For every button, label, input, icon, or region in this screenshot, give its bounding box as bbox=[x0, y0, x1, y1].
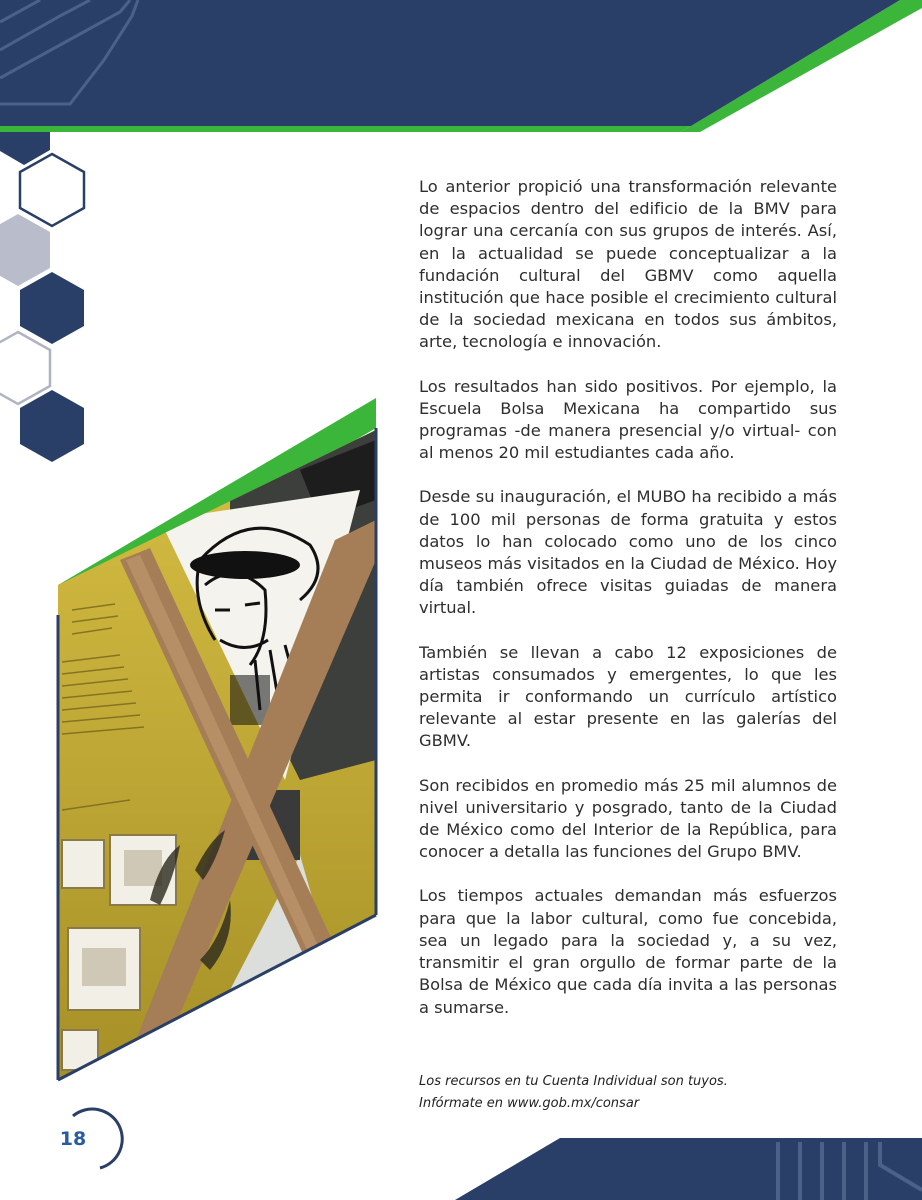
paragraph-2: Los resultados han sido positivos. Por ejemplo, la Escuela Bolsa Mexicana ha compartido sus programas -de manera presencial y/o virtual- con al menos 20 mil estudiantes cada año. bbox=[419, 376, 837, 463]
hexagon-column bbox=[0, 132, 84, 462]
footer-note bbox=[419, 1071, 839, 1115]
paragraph-6: Los tiempos actuales demandan más esfuerzos para que la labor cultural, como fue concebida, sea un legado para la sociedad y, a su vez, transmitir el gran orgullo de formar parte de la Bolsa de México que cada día invita a las personas a sumarse. bbox=[419, 886, 837, 1017]
body-text-column bbox=[419, 176, 837, 1019]
page-number: 18 bbox=[59, 1128, 87, 1150]
bottom-banner bbox=[455, 1138, 922, 1200]
footer-note-line-1: Los recursos en tu Cuenta Individual son tuyos. bbox=[419, 1074, 728, 1089]
paragraph-4: También se llevan a cabo 12 exposiciones de artistas consumados y emergentes, lo que les permita ir conformando un currículo artístico relevante al estar presente en las galerías del GBMV. bbox=[419, 642, 837, 751]
paragraph-5: Son recibidos en promedio más 25 mil alumnos de nivel universitario y posgrado, tanto de la Ciudad de México como del Interior de la República, para conocer a detalla las funciones del Grupo BMV. bbox=[419, 775, 837, 862]
paragraph-1: Lo anterior propició una transformación relevante de espacios dentro del edificio de la BMV para lograr una cercanía con sus grupos de interés. Así, en la actualidad se puede conceptualizar a la fundación cultural del GBMV como aquella institución que hace posible el crecimiento cultural de la sociedad mexicana en todos sus ámbitos, arte, tecnología e innovación. bbox=[419, 177, 837, 352]
paragraph-3: Desde su inauguración, el MUBO ha recibido a más de 100 mil personas de forma gratuita y estos datos lo han colocado como uno de los cinco museos más visitados en la Ciudad de México. Hoy día también ofrece visitas guiadas de manera virtual. bbox=[419, 487, 837, 618]
footer-note-line-2: Infórmate en www.gob.mx/consar bbox=[419, 1096, 640, 1111]
museum-photo-image bbox=[58, 398, 378, 1100]
top-banner bbox=[0, 0, 922, 132]
